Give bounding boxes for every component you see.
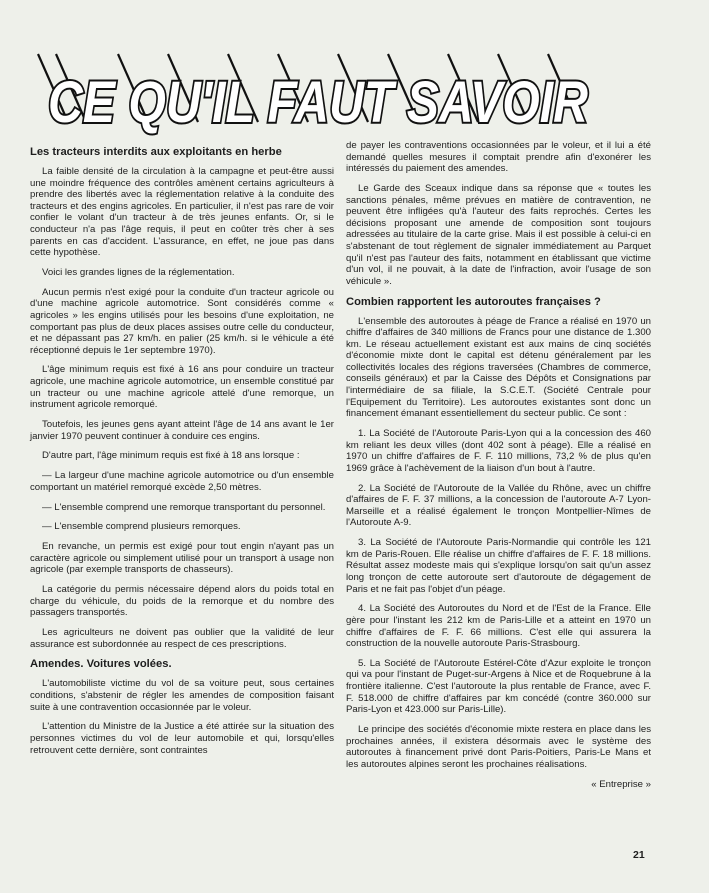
paragraph: Aucun permis n'est exigé pour la conduite d'un tracteur agricole ou d'une machine agricole automotrice. Sont considérés comme « agricoles » les engins utilisés pour les besoins d'une exploitation, ne comportant pas plus de deux places assises outre celle du conducteur, et ne dépassant pas 27 km/h. en palier (25 km/h. si le véhicule a été réceptionné depuis le 1er septembre 1970). (30, 286, 334, 356)
section-banner (28, 52, 589, 135)
right-column (346, 140, 651, 798)
paragraph: Voici les grandes lignes de la réglementation. (42, 266, 235, 278)
paragraph: 5. La Société de l'Autoroute Estérel-Côte d'Azur exploite le tronçon qui va pour l'instant de Puget-sur-Argens à Nice et de Roquebrune à la frontière italienne. C'est l'autoroute la plus rentable de France, avec F. F. 518.000 de chiffre d'affaires par km concédé (contre 360.000 sur Paris-Lyon et 423.000 sur Paris-Lille). (346, 657, 651, 716)
heading-tractors: Les tracteurs interdits aux exploitants en herbe (30, 146, 282, 158)
paragraph: L'âge minimum requis est fixé à 16 ans pour conduire un tracteur agricole, une machine agricole automotrice, un ensemble constitué par un tracteur ou une machine agricole attelé d'une remorque, un instrument agricole remorqué. (30, 364, 334, 411)
banner-graphic (28, 52, 589, 135)
paragraph: L'ensemble des autoroutes à péage de France a réalisé en 1970 un chiffre d'affaires de 340 millions de Francs pour une distance de 1.300 km. Le réseau actuellement existant est aux mains de cinq sociétés d'économie mixte dont le capital est détenu généralement par les collectivités locales des régions traversées (Chambres de commerce, conseils généraux) et par la Caisse des Dépôts et Consignations par l'intermédiaire de sa filiale, la S.C.E.T. (Société Centrale pour l'Equipement du Territoire). Les autoroutes existantes sont donc un financement émanant essentiellement du secteur public. Ce sont : (346, 315, 651, 420)
paragraph: L'automobiliste victime du vol de sa voiture peut, sous certaines conditions, s'abstenir de régler les amendes de composition faisant suite à une contravention occasionnée par le voleur. (30, 678, 334, 713)
paragraph: Le Garde des Sceaux indique dans sa réponse que « toutes les sanctions pénales, même prévues en matière de contravention, ne peuvent être infligées qu'à l'auteur des faits reprochés. Certes les décisions proposant une amende de composition sont toujours adressées au titulaire de la carte grise. Mais il est possible à celui-ci en s'abstenant de tout règlement de signaler immédiatement au Parquet qu'il n'est pas l'auteur des faits, notamment en établissant que victime d'un vol, il ne pouvait, à la date de l'infraction, avoir l'usage de son véhicule ». (346, 182, 651, 287)
left-column (30, 146, 334, 764)
paragraph: 2. La Société de l'Autoroute de la Vallée du Rhône, avec un chiffre d'affaires de F. F. 37 millions, a la concession de l'autoroute A-7 Lyon-Marseille et a réalisé également le tronçon Montpellier-Nîmes de l'Autoroute A-9. (346, 482, 651, 529)
paragraph: Toutefois, les jeunes gens ayant atteint l'âge de 14 ans avant le 1er janvier 1970 peuvent continuer à conduire ces engins. (30, 419, 334, 442)
heading-fines: Amendes. Voitures volées. (30, 658, 172, 671)
paragraph: Le principe des sociétés d'économie mixte restera en place dans les prochaines années, il existera désormais avec le système des autoroutes à financement privé dont Paris-Poitiers, Paris-Le Mans et les autoroutes alpines seront les prochaines réalisations. (346, 724, 651, 770)
heading-motorways: Combien rapportent les autoroutes françaises ? (346, 295, 601, 308)
paragraph: 1. La Société de l'Autoroute Paris-Lyon qui a la concession des 460 km reliant les deux villes (dont 402 sont à péage). Elle a réalisé en 1970 un chiffre d'affaires de F. F. 110 millions, 73,2 % de plus qu'en 1969 grâce à l'achèvement de la liaison d'un bout à l'autre. (346, 428, 651, 474)
paragraph: La faible densité de la circulation à la campagne et peut-être aussi une moindre fréquence des contrôles amènent certains agriculteurs à prendre des libertés avec la réglementation relative à la conduite des tracteurs et des engins agricoles. En particulier, il n'est pas rare de voir confier le volant d'un tracteur à de très jeunes enfants. Or, si le conducteur n'a pas l'âge requis, il peut en coûter très cher à ses parents en cas d'accident. L'assurance, en effet, ne joue pas dans cette hypothèse. (30, 166, 334, 259)
paragraph: L'attention du Ministre de la Justice a été attirée sur la situation des personnes victimes du vol de leur automobile et qui, lorsqu'elles retrouvent cette dernière, sont contraintes (30, 721, 334, 756)
paragraph: Les agriculteurs ne doivent pas oublier que la validité de leur assurance est subordonnée au respect de ces prescriptions. (30, 627, 334, 650)
paragraph: — L'ensemble comprend une remorque transportant du personnel. (42, 501, 326, 513)
paragraph: 3. La Société de l'Autoroute Paris-Normandie qui contrôle les 121 km de Paris-Rouen. Elle réalise un chiffre d'affaires de F. F. 18 millions. Résultat assez modeste mais qui s'explique lorsqu'on sait qu'un assez long tronçon de cette autoroute sert d'autoroute de dégagement de Paris et ne fait pas l'objet d'un péage. (346, 537, 651, 595)
paragraph: En revanche, un permis est exigé pour tout engin n'ayant pas un caractère agricole ou simplement utilisé pour un transport à usage non agricole (par exemple transports de chasseurs). (30, 541, 334, 576)
paragraph: de payer les contraventions occasionnées par le voleur, et il lui a été demandé quelles mesures il comptait prendre afin d'exonérer les intéressés du paiement des amendes. (346, 140, 651, 175)
source-signature: « Entreprise » (591, 778, 651, 790)
paragraph: 4. La Société des Autoroutes du Nord et de l'Est de la France. Elle gère pour l'instant les 212 km de Paris-Lille et a atteint en 1970 un chiffre d'affaires de F. F. 66 millions. C'est elle qui assurera la construction de la nouvelle autoroute Paris-Strasbourg. (346, 603, 651, 650)
paragraph: — La largeur d'une machine agricole automotrice ou d'un ensemble comportant un matériel remorqué excède 2,50 mètres. (30, 470, 334, 493)
paragraph: La catégorie du permis nécessaire dépend alors du poids total en charge du véhicule, du poids de la remorque et du nombre des passagers transportés. (30, 584, 334, 619)
page-number: 21 (633, 849, 645, 861)
paragraph: D'autre part, l'âge minimum requis est fixé à 18 ans lorsque : (42, 450, 300, 462)
banner-title: CE QU'IL FAUT SAVOIR (48, 70, 589, 135)
paragraph: — L'ensemble comprend plusieurs remorques. (42, 521, 241, 533)
